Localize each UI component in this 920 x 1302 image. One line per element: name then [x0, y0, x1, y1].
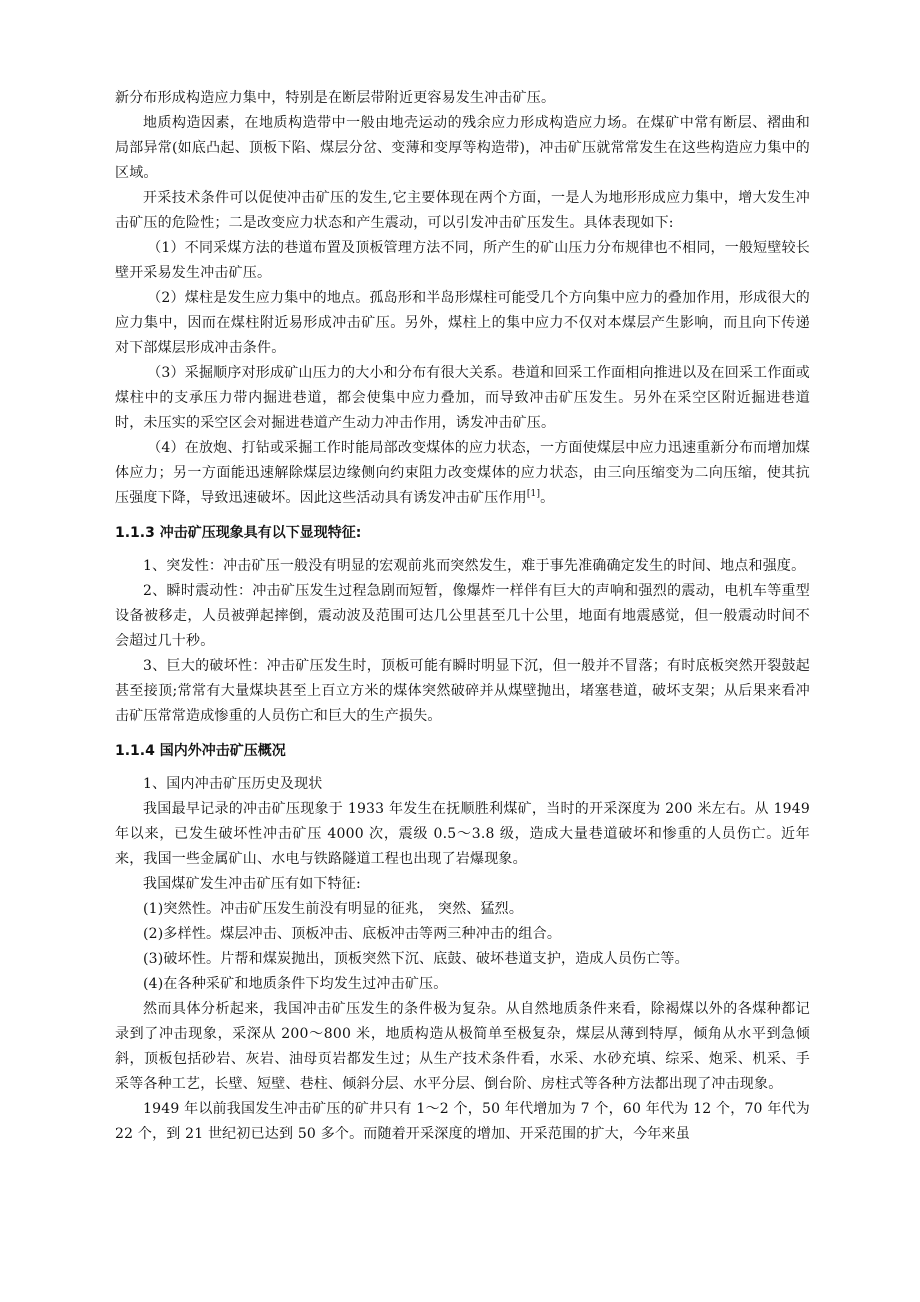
- paragraph-item-4-tail: 。: [540, 490, 555, 506]
- feature-item-2: (2)多样性。煤层冲击、顶板冲击、底板冲击等两三种冲击的组合。: [143, 926, 562, 942]
- paragraph-item-2: （2）煤柱是发生应力集中的地点。孤岛形和半岛形煤柱可能受几个方向集中应力的叠加作用，形成很大的应力集中，因而在煤柱附近易形成冲击矿压。另外，煤柱上的集中应力不仅对本煤层产生影响，而且向下传递对下部煤层形成冲击条件。: [115, 290, 810, 356]
- paragraph-item-1: （1）不同采煤方法的巷道布置及顶板管理方法不同，所产生的矿山压力分布规律也不相同，一般短壁较长壁开采易发生冲击矿压。: [115, 240, 810, 281]
- paragraph-item-4-text: （4）在放炮、打钻或采掘工作时能局部改变煤体的应力状态，一方面使煤层中应力迅速重新分布而增加煤体应力；另一方面能迅速解除煤层边缘侧向约束阻力改变煤体的应力状态，由三向压缩变为二向压缩，使其抗压强度下降，导致迅速破坏。因此这些活动具有诱发冲击矿压作用: [115, 440, 810, 506]
- paragraph-geologic-structure: 地质构造因素，在地质构造带中一般由地壳运动的残余应力形成构造应力场。在煤矿中常有断层、褶曲和局部异常(如底凸起、顶板下陷、煤层分岔、变薄和变厚等构造带)，冲击矿压就常常发生在这些构造应力集中的区域。: [115, 115, 810, 181]
- feature-item-3: (3)破坏性。片帮和煤炭抛出，顶板突然下沉、底鼓、破坏巷道支护，造成人员伤亡等。: [143, 951, 689, 967]
- section-heading-1-1-4: 1.1.4 国内外冲击矿压概况: [115, 743, 286, 759]
- paragraph-features-intro: 我国煤矿发生冲击矿压有如下特征:: [143, 876, 361, 892]
- subsection-title: 1、国内冲击矿压历史及现状: [143, 776, 323, 792]
- paragraph-item-4: [115, 436, 810, 511]
- feature-suddenness: 1、突发性：冲击矿压一般没有明显的宏观前兆而突然发生，难于事先准确确定发生的时间、地点和强度。: [143, 558, 806, 574]
- feature-destructiveness: 3、巨大的破坏性：冲击矿压发生时，顶板可能有瞬时明显下沉，但一般并不冒落；有时底板突然开裂鼓起甚至接顶;常常有大量煤块甚至上百立方米的煤体突然破碎并从煤壁抛出，堵塞巷道，破坏支架；从后果来看冲击矿压常常造成惨重的人员伤亡和巨大的生产损失。: [115, 658, 810, 724]
- feature-instant-vibration: 2、瞬时震动性：冲击矿压发生过程急剧而短暂，像爆炸一样伴有巨大的声响和强烈的震动，电机车等重型设备被移走，人员被弹起摔倒，震动波及范围可达几公里甚至几十公里，地面有地震感觉，但一般震动时间不会超过几十秒。: [115, 583, 810, 649]
- paragraph-analysis: 然而具体分析起来，我国冲击矿压发生的条件极为复杂。从自然地质条件来看，除褐煤以外的各煤种都记录到了冲击现象，采深从 200～800 米，地质构造从极简单至极复杂，煤层从薄到特厚，倾角从水平到急倾斜，顶板包括砂岩、灰岩、油母页岩都发生过；从生产技术条件看，水采、水砂充填、综采、炮采、机采、手采等各种工艺，长壁、短壁、巷柱、倾斜分层、水平分层、倒台阶、房柱式等各种方法都出现了冲击现象。: [115, 1001, 810, 1092]
- citation-ref: [1]: [526, 489, 541, 499]
- document-body: [115, 86, 810, 1147]
- feature-item-1: (1)突然性。冲击矿压发生前没有明显的征兆， 突然、猛烈。: [143, 901, 524, 917]
- paragraph-mining-conditions: 开采技术条件可以促使冲击矿压的发生,它主要体现在两个方面，一是人为地形形成应力集中，增大发生冲击矿压的危险性；二是改变应力状态和产生震动，可以引发冲击矿压发生。具体表现如下:: [115, 190, 810, 231]
- paragraph-item-3: （3）采掘顺序对形成矿山压力的大小和分布有很大关系。巷道和回采工作面相向推进以及在回采工作面或煤柱中的支承压力带内掘进巷道，都会使集中应力叠加，而导致冲击矿压发生。另外在采空区附近掘进巷道时，未压实的采空区会对掘进巷道产生动力冲击作用，诱发冲击矿压。: [115, 365, 810, 431]
- paragraph-continuation: 新分布形成构造应力集中，特别是在断层带附近更容易发生冲击矿压。: [115, 90, 556, 106]
- feature-item-4: (4)在各种采矿和地质条件下均发生过冲击矿压。: [143, 976, 448, 992]
- section-heading-1-1-3: 1.1.3 冲击矿压现象具有以下显现特征:: [115, 525, 362, 541]
- paragraph-history: 我国最早记录的冲击矿压现象于 1933 年发生在抚顺胜利煤矿，当时的开采深度为 200 米左右。从 1949 年以来，已发生破坏性冲击矿压 4000 次，震级 0.5～3.8 级，造成大量巷道破坏和惨重的人员伤亡。近年来，我国一些金属矿山、水电与铁路隧道工程也出现了岩爆现象。: [115, 801, 810, 867]
- paragraph-statistics: 1949 年以前我国发生冲击矿压的矿井只有 1～2 个，50 年代增加为 7 个，60 年代为 12 个，70 年代为 22 个，到 21 世纪初已达到 50 多个。而随着开采深度的增加、开采范围的扩大，今年来虽: [115, 1101, 810, 1142]
